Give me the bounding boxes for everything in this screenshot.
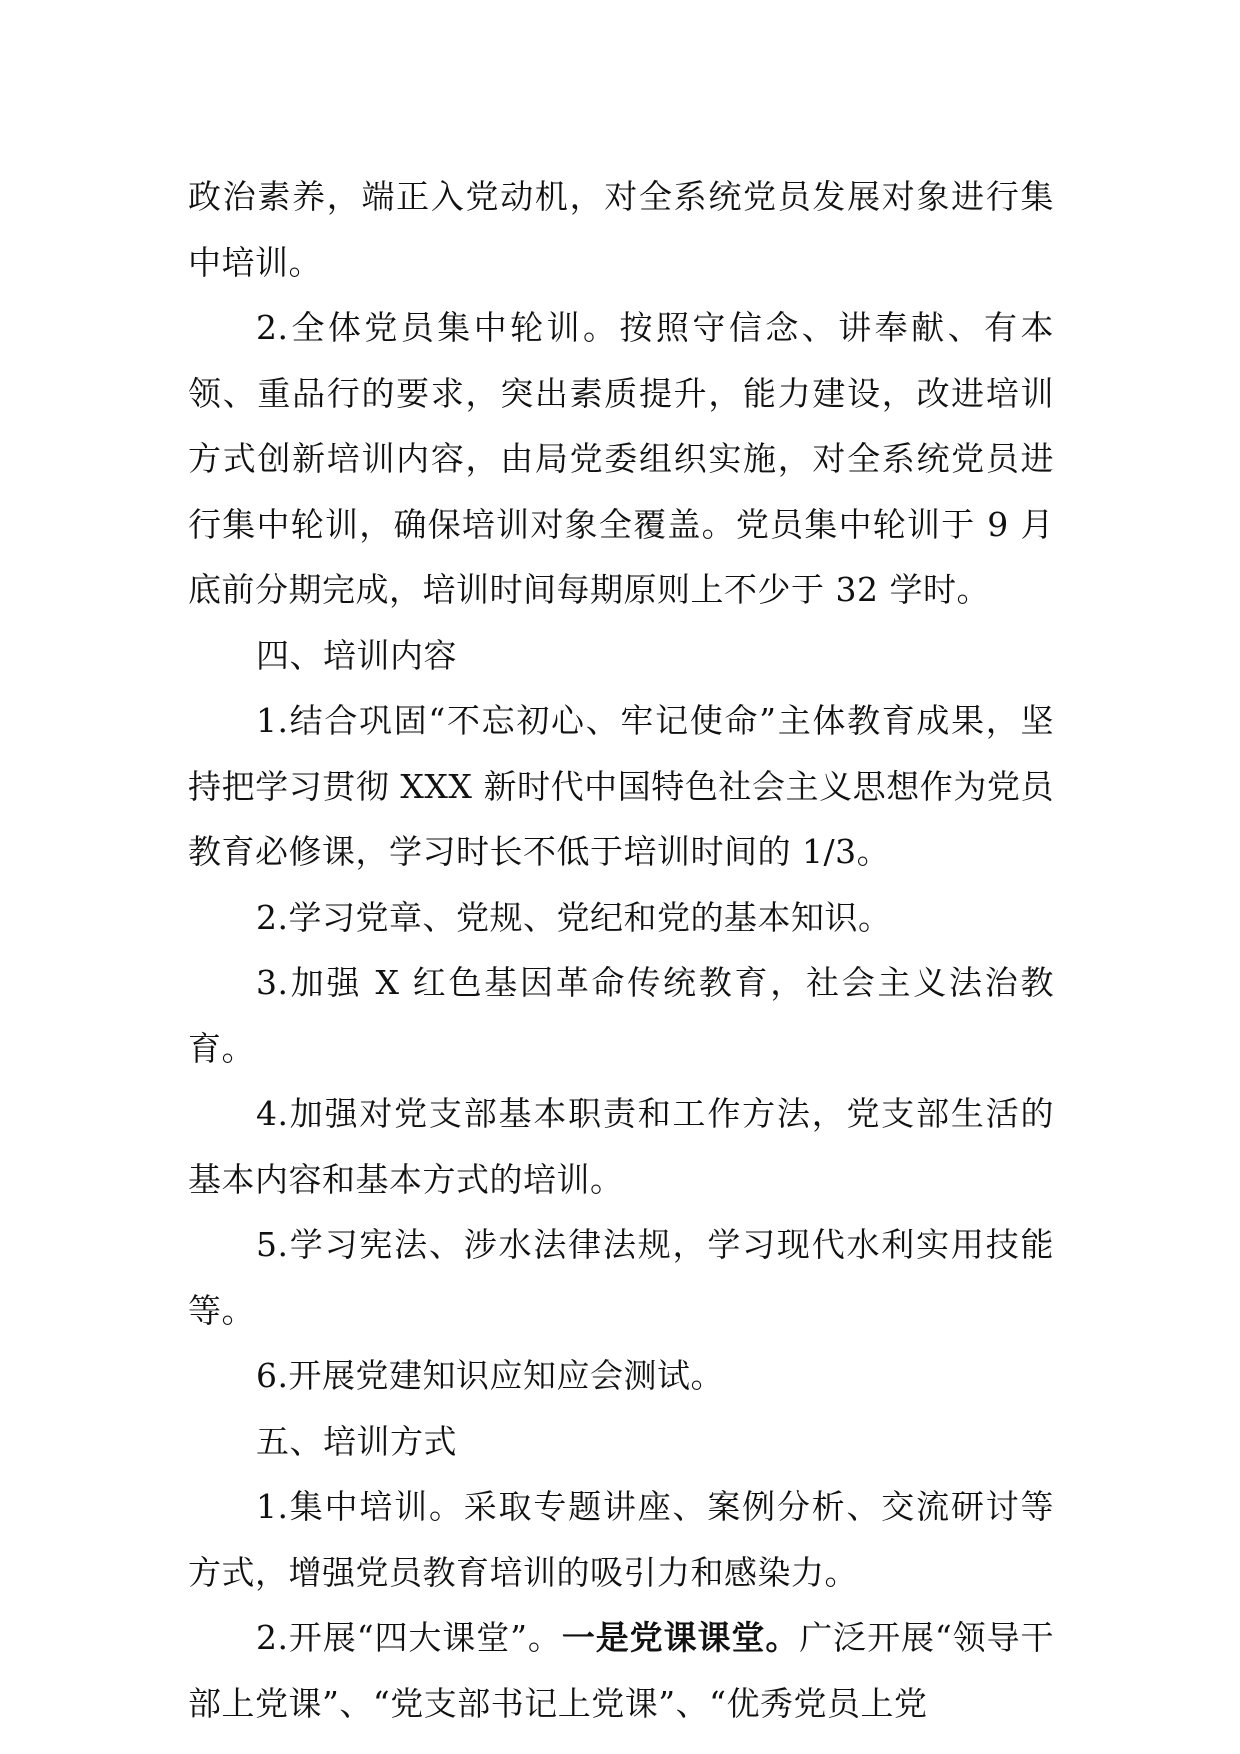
paragraph-method-item-2-lead: 2.开展“四大课堂”。 bbox=[256, 1618, 562, 1657]
emphasis-party-class: 一是党课课堂。 bbox=[561, 1618, 800, 1657]
paragraph-method-item-2 bbox=[188, 1605, 1054, 1736]
paragraph-content-item-5: 5.学习宪法、涉水法律法规，学习现代水利实用技能等。 bbox=[188, 1225, 1054, 1330]
paragraph-method-item-1: 1.集中培训。采取专题讲座、案例分析、交流研讨等方式，增强党员教育培训的吸引力和感染力。 bbox=[188, 1487, 1054, 1592]
section-heading-training-content: 四、培训内容 bbox=[256, 635, 457, 675]
section-heading-training-method: 五、培训方式 bbox=[256, 1421, 457, 1461]
paragraph-content-item-1: 1.结合巩固“不忘初心、牢记使命”主体教育成果，坚持把学习贯彻 XXX 新时代中国特色社会主义思想作为党员教育必修课，学习时长不低于培训时间的 1/3。 bbox=[188, 701, 1054, 871]
document-page bbox=[188, 164, 1054, 1736]
paragraph-method-item-2-rest: 广泛开展“领导干部上党课”、“党支部书记上党课”、“优秀党员上党 bbox=[188, 1618, 1055, 1723]
paragraph-content-item-4: 4.加强对党支部基本职责和工作方法，党支部生活的基本内容和基本方式的培训。 bbox=[188, 1094, 1054, 1199]
paragraph-content-item-2: 2.学习党章、党规、党纪和党的基本知识。 bbox=[256, 897, 892, 937]
paragraph-content-item-6: 6.开展党建知识应知应会测试。 bbox=[256, 1356, 724, 1395]
paragraph-continuation: 政治素养，端正入党动机，对全系统党员发展对象进行集中培训。 bbox=[188, 177, 1054, 282]
paragraph-party-member-training: 2.全体党员集中轮训。按照守信念、讲奉献、有本领、重品行的要求，突出素质提升，能力建设，改进培训方式创新培训内容，由局党委组织实施，对全系统党员进行集中轮训，确保培训对象全覆盖。党员集中轮训于 9 月底前分期完成，培训时间每期原则上不少于 32 学时。 bbox=[188, 308, 1054, 609]
paragraph-content-item-3: 3.加强 X 红色基因革命传统教育，社会主义法治教育。 bbox=[188, 963, 1054, 1068]
